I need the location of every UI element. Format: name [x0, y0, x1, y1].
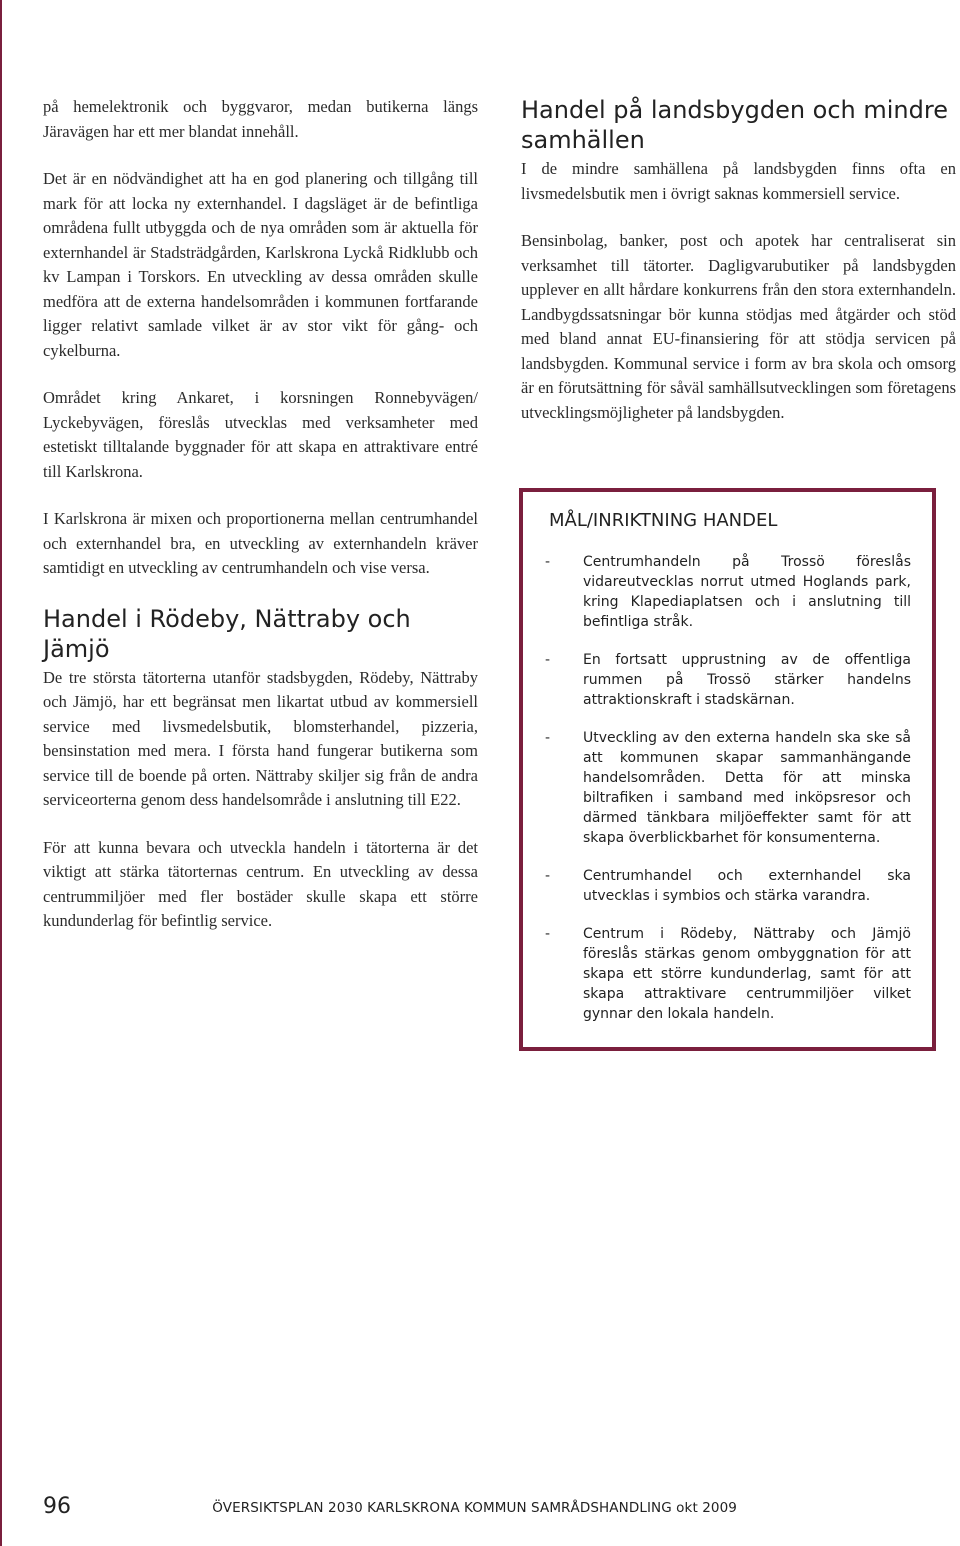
section-heading-rodeby: Handel i Rödeby, Nättraby och Jämjö — [43, 604, 411, 663]
paragraph: Bensinbolag, banker, post och apotek har centraliserat sin verksamhet till tätorter. Dagligvarubutiker på landsbygden upplever en allt hårdare konkurrens från den stora externhandeln. Landbygdssatsningar bör kunna stödjas med åtgärder och stöd med bland annat EU-finansiering för att stödja servicen på landsbygden. Kommunal service i form av bra skola och omsorg är en förutsättning för såväl samhällsutvecklingen som företagens utvecklingsmöjligheter på landsbygden. — [521, 231, 956, 422]
paragraph: Området kring Ankaret, i korsningen Ronnebyvägen/ Lyckebyvägen, föreslås utvecklas med verksamheter med estetiskt tilltalande byggnader för att skapa en attraktivare entré till Karlskrona. — [43, 388, 478, 481]
goal-list — [545, 552, 911, 1042]
list-item — [545, 728, 911, 848]
list-item-text: Centrumhandeln på Trossö föreslås vidareutvecklas norrut utmed Hoglands park, kring Klapediaplatsen och i anslutning till befintliga stråk. — [583, 554, 911, 630]
dash-bullet: - — [545, 652, 551, 668]
list-item-text: Utveckling av den externa handeln ska ske så att kommunen skapar sammanhängande handelsområden. Detta för att minska biltrafiken i samband med inköpsresor och därmed tänkbara miljöeffekter samt för att skapa överblickbarhet för konsumenterna. — [583, 730, 911, 846]
left-column — [43, 95, 478, 957]
footer-text: ÖVERSIKTSPLAN 2030 KARLSKRONA KOMMUN SAMRÅDSHANDLING okt 2009 — [212, 1500, 737, 1516]
right-column — [521, 95, 956, 448]
goal-box-title: MÅL/INRIKTNING HANDEL — [549, 510, 778, 531]
paragraph: I de mindre samhällena på landsbygden finns ofta en livsmedelsbutik men i övrigt saknas kommersiell service. — [521, 159, 956, 203]
dash-bullet: - — [545, 868, 551, 884]
list-item — [545, 866, 911, 906]
page-edge-line — [0, 0, 2, 1546]
paragraph: på hemelektronik och byggvaror, medan butikerna längs Järavägen har ett mer blandat innehåll. — [43, 97, 478, 141]
paragraph: För att kunna bevara och utveckla handeln i tätorterna är det viktigt att stärka tätorternas centrum. En utveckling av dessa centrummiljöer med fler bostäder skulle skapa ett större kundunderlag för befintlig service. — [43, 837, 478, 930]
dash-bullet: - — [545, 730, 551, 746]
list-item — [545, 924, 911, 1024]
list-item — [545, 552, 911, 632]
page-number: 96 — [43, 1494, 71, 1519]
list-item-text: Centrum i Rödeby, Nättraby och Jämjö föreslås stärkas genom ombyggnation för att skapa ett större kundunderlag, samt för att skapa attraktivare centrummiljöer vilket gynnar den lokala handeln. — [583, 926, 911, 1022]
list-item-text: En fortsatt upprustning av de offentliga rummen på Trossö stärker handelns attraktionskraft i stadskärnan. — [583, 652, 911, 708]
goal-box — [519, 488, 936, 1051]
list-item — [545, 650, 911, 710]
list-item-text: Centrumhandel och externhandel ska utvecklas i symbios och stärka varandra. — [583, 868, 911, 904]
paragraph: De tre största tätorterna utanför stadsbygden, Rödeby, Nättraby och Jämjö, har ett begränsat men likartat utbud av kommersiell service med livsmedelsbutik, blomsterhandel, pizzeria, bensinstation med mera. I första hand fungerar butikerna som service till de boende på orten. Nättraby skiljer sig från de andra serviceorterna genom dess handelsområde i anslutning till E22. — [43, 667, 478, 809]
dash-bullet: - — [545, 926, 551, 942]
paragraph: Det är en nödvändighet att ha en god planering och tillgång till mark för att locka ny externhandel. I dagsläget är de befintliga områdena fullt utbyggda och de nya områden som är aktuella för externhandel är Stadsträdgården, Karlskrona Lyckå Ridklubb och kv Lampan i Torskors. En utveckling av dessa områden skulle medföra att de externa handelsområden i kommunen fortfarande ligger relativt samlade vilket är av stor vikt för gång- och cykelburna. — [43, 169, 478, 360]
dash-bullet: - — [545, 554, 551, 570]
section-heading-landsbygden: Handel på landsbygden och mindre samhällen — [521, 96, 948, 154]
paragraph: I Karlskrona är mixen och proportionerna mellan centrumhandel och externhandel bra, en utveckling av externhandeln kräver samtidigt en utveckling av centrumhandeln och vise versa. — [43, 509, 478, 577]
